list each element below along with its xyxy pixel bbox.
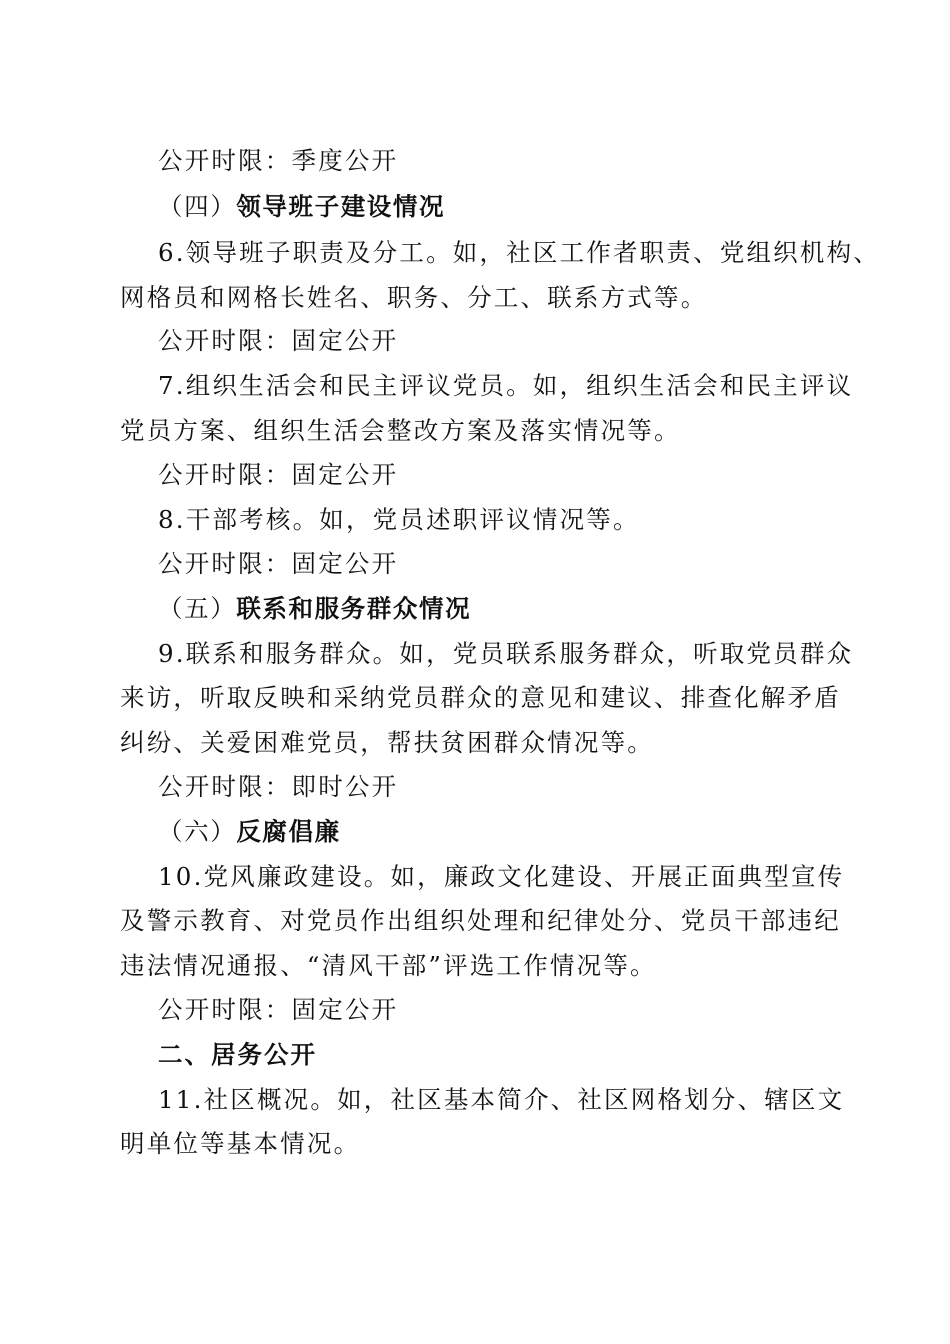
item-paragraph: 网格员和网格长姓名、职务、分工、联系方式等。	[120, 283, 708, 312]
item-paragraph: 8.干部考核。如，党员述职评议情况等。	[158, 505, 640, 534]
item-paragraph: 来访，听取反映和采纳党员群众的意见和建议、排查化解矛盾	[120, 683, 841, 712]
item-paragraph: 党员方案、组织生活会整改方案及落实情况等。	[120, 416, 681, 445]
subsection-number: （四）	[158, 192, 237, 221]
subsection-title: 反腐倡廉	[236, 817, 341, 846]
item-paragraph: 明单位等基本情况。	[120, 1129, 361, 1158]
subsection-title: 领导班子建设情况	[236, 192, 446, 221]
disclosure-period: 公开时限：固定公开	[158, 995, 399, 1024]
section-heading: 二、居务公开	[158, 1040, 317, 1069]
disclosure-period: 公开时限：固定公开	[158, 326, 399, 355]
subsection-heading	[158, 817, 341, 847]
subsection-number: （六）	[158, 817, 237, 846]
item-paragraph: 纠纷、关爱困难党员，帮扶贫困群众情况等。	[120, 728, 654, 757]
disclosure-period: 公开时限：即时公开	[158, 772, 399, 801]
item-paragraph: 及警示教育、对党员作出组织处理和纪律处分、党员干部违纪	[120, 906, 841, 935]
subsection-heading	[158, 192, 445, 222]
item-paragraph: 11.社区概况。如，社区基本简介、社区网格划分、辖区文	[158, 1085, 845, 1114]
disclosure-period: 公开时限：固定公开	[158, 549, 399, 578]
subsection-number: （五）	[158, 594, 237, 623]
disclosure-period: 公开时限：季度公开	[158, 146, 399, 175]
item-paragraph: 违法情况通报、“清风干部”评选工作情况等。	[120, 951, 657, 980]
item-paragraph: 6.领导班子职责及分工。如，社区工作者职责、党组织机构、	[158, 238, 880, 267]
item-paragraph: 7.组织生活会和民主评议党员。如，组织生活会和民主评议	[158, 371, 854, 400]
item-paragraph: 9.联系和服务群众。如，党员联系服务群众，听取党员群众	[158, 639, 854, 668]
subsection-heading	[158, 594, 471, 624]
item-paragraph: 10.党风廉政建设。如，廉政文化建设、开展正面典型宣传	[158, 862, 845, 891]
subsection-title: 联系和服务群众情况	[236, 594, 472, 623]
disclosure-period: 公开时限：固定公开	[158, 460, 399, 489]
